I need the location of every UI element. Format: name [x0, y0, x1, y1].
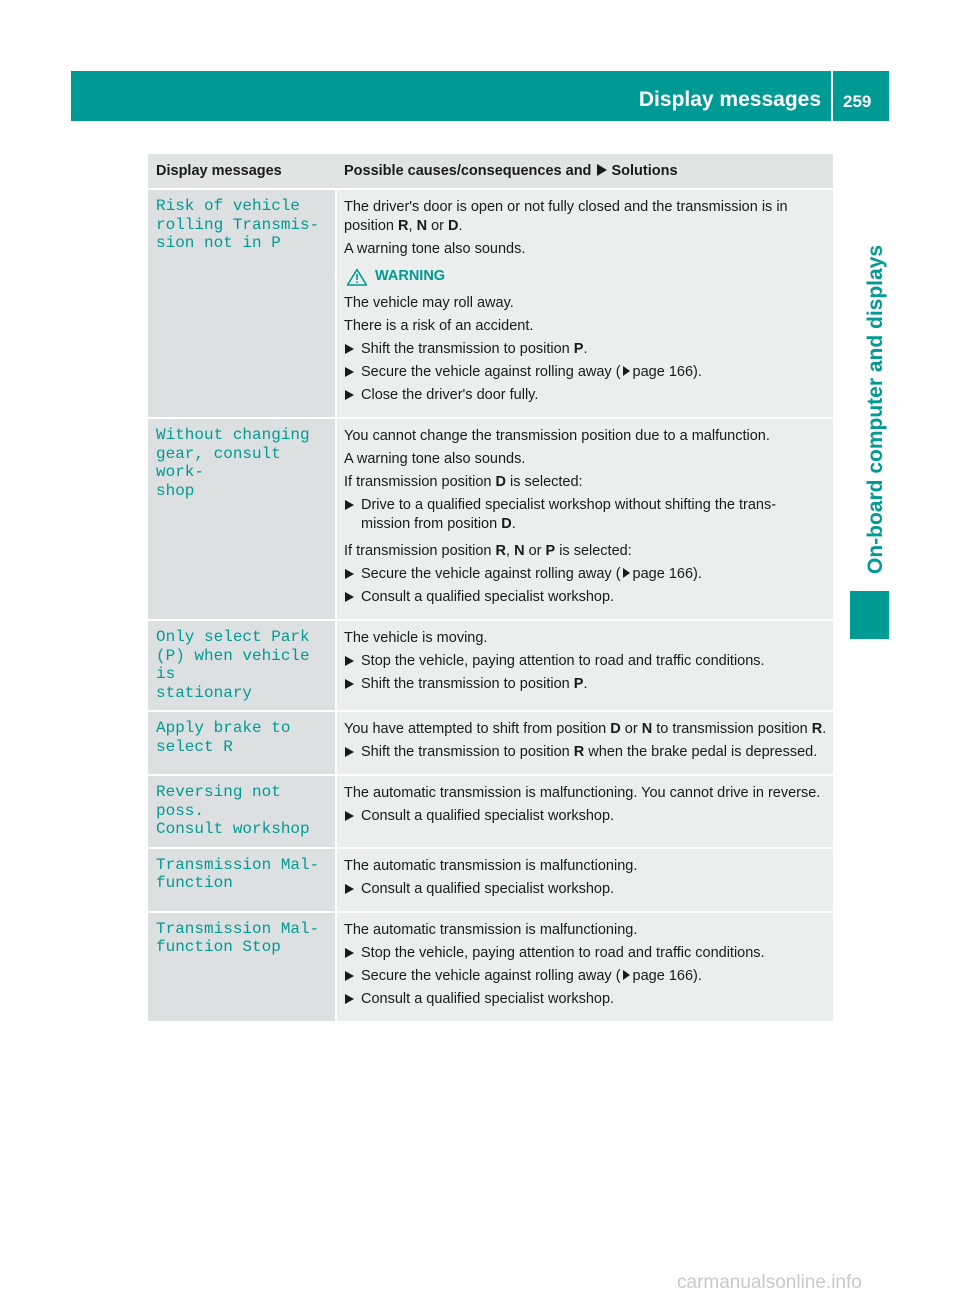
action-step: Consult a qualified specialist workshop. [344, 807, 827, 826]
footer-watermark: carmanualsonline.info [677, 1272, 862, 1293]
display-message-text: Transmission Mal‐ function Stop [156, 919, 320, 956]
column-header-solutions [336, 154, 833, 189]
action-step: Consult a qualified specialist workshop. [344, 990, 827, 1009]
message-cell [148, 711, 336, 775]
page-reference-icon [623, 568, 630, 578]
warning-triangle-icon [346, 268, 368, 286]
chapter-label: On-board computer and displays [864, 244, 887, 574]
page-reference-link[interactable]: page 166 [632, 566, 694, 582]
table-row [148, 418, 833, 620]
action-step: Shift the transmission to position P. [344, 340, 827, 359]
cause-text: The automatic transmission is malfunctioning. [344, 921, 638, 938]
warning-label: WARNING [375, 268, 446, 284]
action-step: Secure the vehicle against rolling away ( page 166). [344, 967, 827, 986]
chapter-marker [850, 591, 889, 639]
table-row [148, 189, 833, 418]
cause-text: A warning tone also sounds. [344, 241, 526, 257]
page-reference-icon [623, 366, 630, 376]
action-step: Consult a qualified specialist workshop. [344, 588, 827, 607]
message-cell [148, 189, 336, 418]
table-row [148, 620, 833, 711]
action-arrow-icon [597, 164, 607, 176]
condition-text: If transmission position D is selected: [344, 474, 583, 490]
cause-text: You cannot change the transmission position due to a malfunction. [344, 428, 770, 444]
message-cell [148, 848, 336, 912]
display-message-text: Risk of vehicle rolling Transmis‐ sion not in P [156, 197, 320, 252]
display-message-text: Without changing gear, consult work‐ shop [156, 426, 310, 500]
action-step: Drive to a qualified specialist workshop without shifting the trans‐ mission from position D. [344, 496, 827, 534]
action-step: Shift the transmission to position R when the brake pedal is depressed. [344, 743, 827, 762]
table-row [148, 848, 833, 912]
cause-text: The driver's door is open or not fully closed and the transmission is in position R, N or D. [344, 199, 788, 234]
table-header-row [148, 154, 833, 189]
table-row [148, 711, 833, 775]
solution-cell [336, 912, 833, 1022]
page-number: 259 [843, 92, 872, 111]
condition-text: If transmission position R, N or P is selected: [344, 543, 632, 559]
action-step: Consult a qualified specialist workshop. [344, 880, 827, 899]
page-reference-icon [623, 970, 630, 980]
display-message-text: Transmission Mal‐ function [156, 855, 320, 892]
display-message-text: Only select Park (P) when vehicle is stationary [156, 628, 310, 702]
cause-text: The automatic transmission is malfunctioning. You cannot drive in reverse. [344, 785, 821, 801]
page-reference-link[interactable]: page 166 [632, 967, 694, 984]
table-row [148, 912, 833, 1022]
cause-text: The automatic transmission is malfunctioning. [344, 857, 638, 874]
warning-text: There is a risk of an accident. [344, 318, 534, 334]
cause-text: You have attempted to shift from position D or N to transmission position R. [344, 721, 827, 737]
column-header-messages: Display messages [148, 154, 336, 189]
warning-heading [344, 267, 827, 286]
solution-cell [336, 848, 833, 912]
page-reference-link[interactable]: page 166 [632, 364, 694, 380]
solution-cell [336, 711, 833, 775]
action-step: Secure the vehicle against rolling away ( page 166). [344, 363, 827, 382]
cause-text: A warning tone also sounds. [344, 451, 526, 467]
message-cell [148, 418, 336, 620]
warning-text: The vehicle may roll away. [344, 295, 514, 311]
display-messages-table [148, 154, 833, 1023]
action-step: Stop the vehicle, paying attention to road and traffic conditions. [344, 944, 827, 963]
action-step: Close the driver's door fully. [344, 386, 827, 405]
display-message-text: Apply brake to select R [156, 719, 291, 756]
header-text-solutions: Solutions [611, 163, 678, 179]
action-step: Stop the vehicle, paying attention to road and traffic conditions. [344, 652, 827, 671]
solution-cell [336, 418, 833, 620]
solution-cell [336, 620, 833, 711]
side-chapter-tab [839, 121, 889, 591]
message-cell [148, 620, 336, 711]
header-text-causes: Possible causes/consequences and [344, 163, 592, 179]
table-row [148, 775, 833, 848]
action-step: Secure the vehicle against rolling away ( page 166). [344, 565, 827, 584]
header-bar [71, 71, 889, 121]
action-step: Shift the transmission to position P. [344, 675, 827, 694]
solution-cell [336, 189, 833, 418]
display-message-text: Reversing not poss. Consult workshop [156, 783, 310, 838]
message-cell [148, 775, 336, 848]
cause-text: The vehicle is moving. [344, 630, 488, 646]
message-cell [148, 912, 336, 1022]
solution-cell [336, 775, 833, 848]
page-section-title: Display messages [638, 88, 821, 111]
header-divider [831, 71, 833, 121]
